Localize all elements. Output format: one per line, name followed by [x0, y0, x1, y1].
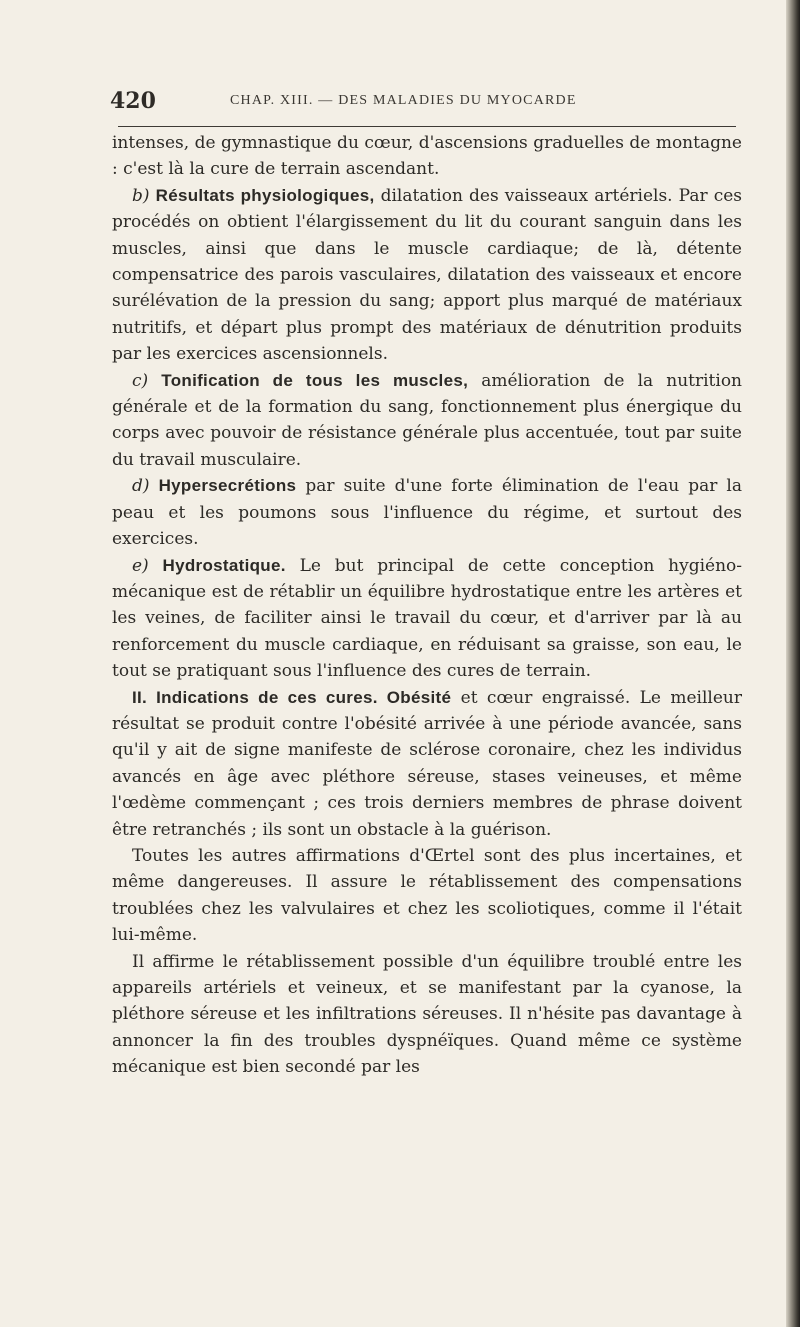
item-letter: b) [132, 185, 150, 206]
page-edge-shadow [786, 0, 800, 1327]
paragraph-text: par suite d'une forte élimination de l'eau par la peau et les poumons sous l'influence du régime, et surtout des exercices. [112, 476, 742, 550]
page-number: 420 [110, 88, 156, 114]
paragraph-equilibre [112, 949, 742, 1081]
item-letter: d) [132, 476, 150, 497]
item-letter: e) [132, 555, 149, 576]
item-heading: Tonification de tous les muscles, [161, 370, 469, 390]
paragraph-indications [112, 685, 742, 843]
paragraph-text: et cœur engraissé. Le meilleur résultat se produit contre l'obésité arrivée à une période avancée, sans qu'il y ait de signe manifeste de sclérose coronaire, chez les individus avancés en âge avec pléthore séreuse, stases veineuses, et même l'œdème commençant ; ces trois derniers membres de phrase doivent être retranchés ; ils sont un obstacle à la guérison. [112, 687, 742, 840]
paragraph-d [112, 473, 742, 552]
paragraph-text: dilatation des vaisseaux artériels. Par ces procédés on obtient l'élargissement du lit du courant sanguin dans les muscles, ainsi que dans le muscle cardiaque; de là, détente compensatrice des parois vasculaires, dilatation des vaisseaux et encore surélévation de la pression du sang; apport plus marqué de matériaux nutritifs, et départ plus prompt des matériaux de dénutrition produits par les exercices ascensionnels. [112, 185, 743, 365]
item-letter: c) [132, 370, 149, 391]
page-header [110, 88, 738, 118]
paragraph-c [112, 368, 742, 474]
paragraph-oertel [112, 843, 742, 949]
paragraph-text: Il affirme le rétablissement possible d'un équilibre troublé entre les appareils artériels et veineux, et se manifestant par la cyanose, la pléthore séreuse et les infiltrations séreuses. Il n'hésite pas davantage à annoncer la fin des troubles dyspnéïques. Quand même ce système mécanique est bien secondé par les [112, 951, 742, 1078]
paragraph-text: Toutes les autres affirmations d'Œrtel sont des plus incertaines, et même dangereuses. Il assure le rétablissement des compensations troublées chez les valvulaires et chez les scoliotiques, comme il l'était lui-même. [112, 845, 742, 946]
running-head: CHAP. XIII. — DES MALADIES DU MYOCARDE [230, 93, 577, 108]
paragraph-e [112, 553, 742, 685]
paragraph-b [112, 183, 742, 368]
item-heading: Hydrostatique. [162, 555, 286, 575]
body-text [112, 130, 742, 1081]
item-heading: Résultats physiologiques, [155, 185, 375, 205]
paragraph-continuation [112, 130, 742, 183]
header-rule [118, 126, 736, 127]
paragraph-text: Le but principal de cette conception hygiéno-mécanique est de rétablir un équilibre hydrostatique entre les artères et les veines, de faciliter ainsi le travail du cœur, et d'arriver par là au renforcement du muscle cardiaque, en réduisant sa graisse, son eau, le tout se pratiquant sous l'influence des cures de terrain. [112, 555, 743, 682]
paragraph-text: intenses, de gymnastique du cœur, d'ascensions graduelles de montagne : c'est là la cure de terrain ascendant. [112, 133, 742, 180]
paragraph-text: amélioration de la nutrition générale et de la formation du sang, fonctionnement plus énergique du corps avec pouvoir de résistance générale plus accentuée, tout par suite du travail musculaire. [112, 370, 742, 470]
section-heading: II. Indications de ces cures. Obésité [132, 687, 452, 707]
item-heading: Hypersecrétions [158, 476, 297, 496]
